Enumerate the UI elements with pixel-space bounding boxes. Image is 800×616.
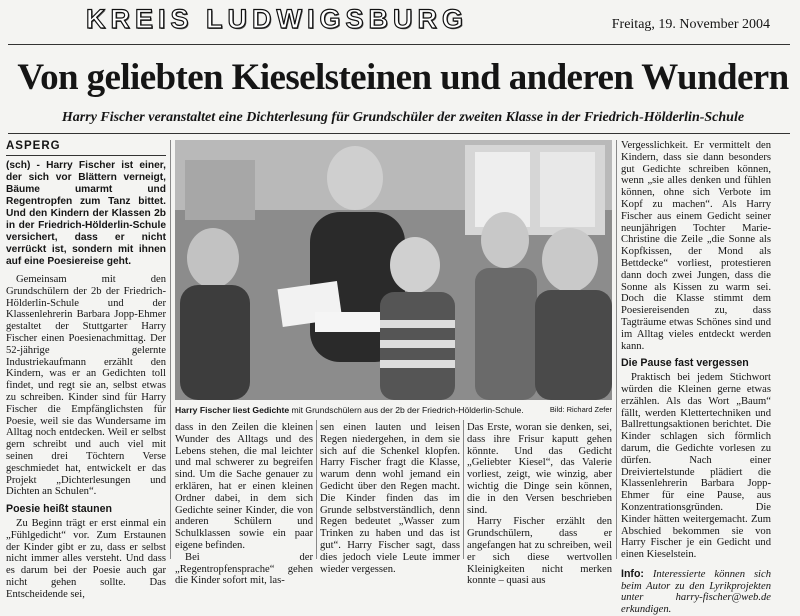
caption-text: mit Grundschülern aus der 2b der Friedrich-Hölderlin-Schule.: [291, 405, 524, 415]
article-paragraph: Gemeinsam mit den Grundschülern der 2b der Friedrich-Hölderlin-Schule und der Klassenlehrerin Barbara Jopp-Ehmer gestaltet der Stuttgarter Harry Fischer einen Poesienachmittag. Der 52-jährige gelernte Industriekaufmann erzählt den Kindern, was er an Gedichten toll findet, und regt sie an, selbst etwas zu schreiben. Kinder sind für Harry Fischer die Empfänglichsten für Poesie, weil sie das Wundersame im Alltag noch entdecken. Weil er selbst gern schreibt und auch viel mit seinen drei Töchtern Verse geschmiedet hat, entwickelt er das Projekt „Dichterlesungen und Dichten an Schulen“.: [6, 274, 166, 498]
dateline: ASPERG: [6, 140, 61, 152]
info-text: Interessierte können sich beim Autor zu den Lyrikprojekten unter harry-fischer@web.de erkundigen.: [621, 568, 772, 616]
issue-date: Freitag, 19. November 2004: [611, 17, 770, 32]
article-column-1: [6, 160, 166, 600]
divider: [8, 133, 790, 134]
article-lead: (sch) - Harry Fischer ist einer, der sich vor Blättern verneigt, Bäume umarmt und Regentropfen zum Tanz bittet. Und den Kindern der Klassen 2b in der Friedrich-Hölderlin-Schule versichert, dass er nicht verrückt ist, sondern mit ihnen auf eine Poesiereise geht.: [6, 160, 166, 267]
column-rule: [463, 420, 464, 559]
article-column-5: [621, 140, 772, 616]
section-subhead: Poesie heißt staunen: [6, 503, 112, 516]
article-paragraph: Praktisch bei jedem Stichwort würden die Kleinen gerne etwas erzählen. Als das Wort „Baum“ fällt, werden Klettertechniken und Ballrettungsaktionen berichtet. Die Kinder schlagen sich förmlich darum, die Gedichte vorlesen zu dürfen. Nach einer Dreiviertelstunde plädiert die Klassenlehrerin Barbara Jopp-Ehmer für eine Pause, aus Konzentrationsgründen. Die Kinder hätten weitergemacht. Zum Abschied bekommen sie von Harry Fischer je ein Gedicht und einen Kieselstein.: [621, 372, 771, 561]
article-paragraph: dass in den Zeilen die kleinen Wunder des Alltags und des Lebens stehen, die mal leichter und mal schwerer zu begreifen sind. Um die Sache genauer zu erklären, hat er einen kleinen Ordner dabei, in dem sich Gedichte seiner Kinder, die von anderen Schülern und Schulklassen sowie ein paar eigene befinden.: [175, 422, 313, 551]
column-rule: [316, 420, 317, 559]
article-paragraph: Das Erste, woran sie denken, sei, dass ihre Frisur kaputt gehen könnte. Und das Gedicht „Geliebter Kiesel“, das Valerie vorliest, zeigt, wie winzig, aber wichtig die Dinge sein können, die in den Versen beschrieben sind.: [467, 422, 612, 516]
classroom-photo: [175, 140, 612, 400]
article-paragraph: Bei der „Regentropfensprache“ gehen die Kinder sofort mit, las-: [175, 551, 313, 587]
article-paragraph: sen einen lauten und leisen Regen niedergehen, in dem sie sich auf die Schenkel klopfen. Harry Fischer fragt die Klasse, warum denn wohl jemand ein Gedicht über den Regen macht. Die Kinder finden das im Grunde selbstverständlich, denn Regen bedeutet „Wasser zum Trinken zu haben und das ist gut“. Harry Fischer sagt, dass dies jedoch viele Leute immer wieder vergessen.: [320, 422, 460, 575]
article-column-2: [175, 422, 313, 587]
article-column-4: [467, 422, 612, 587]
article-paragraph: Vergesslichkeit. Er vermittelt den Kindern, dass sie dann besonders gut Gedichte schreiben können, wenn „sie alles denken und fühlen können, ohne sich Verbote im Kopf zu machen“. Als Harry Fischer aus einem Gedicht seiner neunjährigen Tochter Marie-Christine die Zeile „die Sonne als Kopfkissen, der Mond als Bettdecke“ vorliest, protestieren dann doch zwei Jungen, dass die Sonne als Kissen zu warm sei. Doch die Klasse stimmt dem Poesiereisenden zu, dass Tagträume etwas Schönes sind und im Alltag vieles entdeckt werden kann.: [621, 140, 771, 352]
subheadline: Harry Fischer veranstaltet eine Dichterlesung für Grundschüler der zweiten Klasse in der Friedrich-Hölderlin-Schule: [61, 110, 745, 125]
divider: [6, 155, 166, 156]
info-box: [621, 569, 771, 616]
article-photo: [175, 140, 612, 400]
info-label: Info:: [621, 567, 644, 580]
headline: Von geliebten Kieselsteinen und anderen Wundern: [17, 57, 789, 98]
column-rule: [170, 140, 171, 559]
photo-credit: Bild: Richard Zefer: [549, 405, 612, 414]
article-paragraph: Harry Fischer erzählt den Grundschülern, dass er angefangen hat zu schreiben, weil er sich diese wertvollen Kleinigkeiten nicht merken konnte – quasi aus: [467, 516, 612, 587]
photo-caption: [175, 405, 612, 415]
article-paragraph: Zu Beginn trägt er erst einmal ein „Fühlgedicht“ vor. Zum Erstaunen der Kinder gibt er zu, dass er selbst nicht immer alles versteht. Und dass es darum bei der Poesie auch gar nicht gehen sollte. Das Entscheidende sei,: [6, 517, 166, 600]
caption-lead: Harry Fischer liest Gedichte: [175, 405, 290, 415]
article-column-3: [320, 422, 460, 575]
divider: [8, 44, 790, 45]
masthead: KREIS LUDWIGSBURG: [86, 4, 468, 34]
column-rule: [616, 140, 617, 559]
section-subhead: Die Pause fast vergessen: [621, 357, 749, 370]
